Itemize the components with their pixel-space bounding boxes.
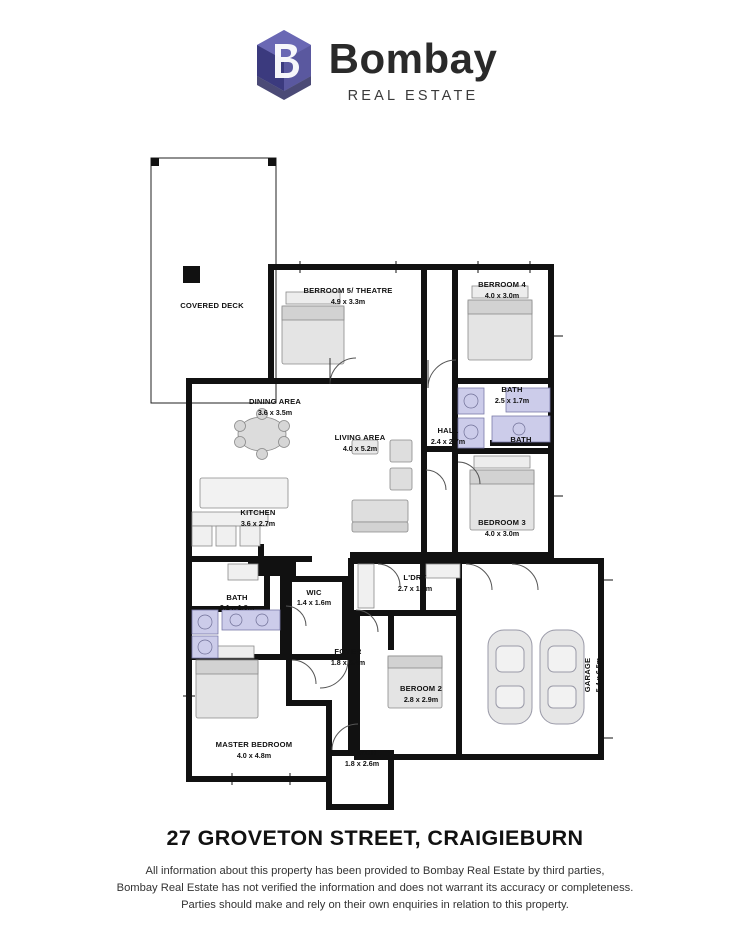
floorplan-diagram [0, 140, 750, 810]
disclaimer [0, 863, 750, 914]
room-label-berroom-5: BERROOM 5/ THEATRE [303, 286, 393, 295]
brand-header [0, 28, 750, 114]
room-dim-bath-main: 3.1 x 1.8m [219, 603, 255, 612]
room-label-berroom-4: BERROOM 4 [478, 280, 526, 289]
room-dim-beroom-2: 2.8 x 2.9m [403, 695, 439, 704]
room-dim-bedroom-3: 4.0 x 3.0m [484, 529, 520, 538]
room-label-porch: PORCH [347, 748, 377, 757]
room-covered-deck [151, 158, 276, 403]
room-label-hall: HALL [437, 426, 459, 435]
room-dim-porch: 1.8 x 2.6m [344, 759, 380, 768]
room-dim-garage: 5.4 x 6.5m [594, 657, 603, 693]
room-dim-kitchen: 3.6 x 2.7m [240, 519, 276, 528]
room-dim-hall: 2.4 x 2.7m [430, 437, 466, 446]
room-dim-master: 4.0 x 4.8m [236, 751, 272, 760]
property-address: 27 GROVETON STREET, CRAIGIEBURN [166, 826, 584, 850]
room-label-garage: GARAGE [583, 657, 592, 693]
disclaimer-line-3: Parties should make and rely on their own enquiries in relation to this property. [181, 899, 569, 912]
room-label-covered-deck: COVERED DECK [180, 301, 244, 310]
room-dim-living: 4.0 x 5.2m [342, 444, 378, 453]
room-dim-bath-ensuite: 2.5 x 1.7m [494, 396, 530, 405]
room-dim-wic: 1.4 x 1.6m [296, 598, 332, 607]
room-dim-laundry: 2.7 x 1.8m [397, 584, 433, 593]
room-label-living: LIVING AREA [334, 433, 386, 442]
room-dim-berroom-5: 4.9 x 3.3m [330, 297, 366, 306]
disclaimer-line-1: All information about this property has been provided to Bombay Real Estate by third parties, [145, 865, 605, 877]
brand-name: Bombay [328, 35, 498, 82]
brand-tagline: REAL ESTATE [347, 88, 479, 104]
room-label-master: MASTER BEDROOM [215, 740, 293, 749]
room-dim-foyer: 1.8 x 5.4m [330, 658, 366, 667]
disclaimer-line-2: Bombay Real Estate has not verified the information and does not warrant its accuracy or completeness. [116, 882, 634, 895]
room-label-foyer: FOYER [334, 647, 362, 656]
room-label-bath-small: BATH [510, 435, 532, 444]
room-label-bath-main: BATH [226, 593, 248, 602]
room-label-bath-ensuite: BATH [501, 385, 523, 394]
room-label-beroom-2: BEROOM 2 [399, 684, 443, 693]
room-label-laundry: L'DRY [403, 573, 427, 582]
room-label-kitchen: KITCHEN [240, 508, 276, 517]
room-label-bedroom-3: BEDROOM 3 [478, 518, 526, 527]
room-label-dining: DINING AREA [248, 397, 302, 406]
room-dim-berroom-4: 4.0 x 3.0m [484, 291, 520, 300]
footer [0, 826, 750, 915]
room-label-wic: WIC [306, 588, 322, 597]
bombay-logo-icon [253, 28, 315, 114]
room-dim-dining: 3.6 x 3.5m [257, 408, 293, 417]
